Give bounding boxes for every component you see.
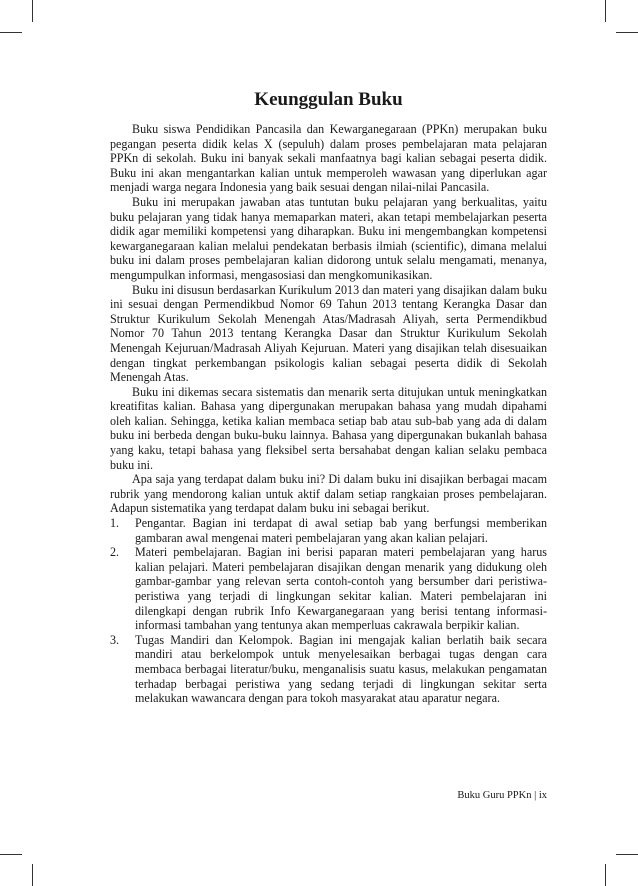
crop-mark <box>0 32 22 33</box>
list-item-text: Pengantar. Bagian ini terdapat di awal setiap bab yang berfungsi memberikan gambaran awal mengenai materi pembelajaran yang akan kalian pelajari. <box>135 516 547 545</box>
page-footer: Buku Guru PPKn | ix <box>457 790 547 801</box>
paragraph: Buku ini disusun berdasarkan Kurikulum 2013 dan materi yang disajikan dalam buku ini sesuai dengan Permendikbud Nomor 69 Tahun 2013 tentang Kerangka Dasar dan Struktur Kurikulum Sekolah Menengah Atas/Madrasah Aliyah, serta Permendikbud Nomor 70 Tahun 2013 tentang Kerangka Dasar dan Struktur Kurikulum Sekolah Menengah Kejuruan/Madrasah Aliyah Kejuruan. Materi yang disajikan telah disesuaikan dengan tingkat perkembangan psikologis kalian sebagai peserta didik di Sekolah Menengah Atas. <box>110 282 547 385</box>
crop-mark <box>32 0 33 22</box>
list-item-number: 2. <box>110 545 120 560</box>
crop-mark <box>0 854 22 855</box>
crop-mark <box>616 32 638 33</box>
crop-mark <box>605 0 606 22</box>
list-item-text: Tugas Mandiri dan Kelompok. Bagian ini mengajak kalian berlatih baik secara mandiri atau berkelompok untuk menyelesaikan berbagai tugas dengan cara membaca berbagai literatur/buku, menganalisis suatu kasus, melakukan pengamatan terhadap berbagai peristiwa yang sedang terjadi di lingkungan sekitar serta melakukan wawancara dengan para tokoh masyarakat atau aparatur negara. <box>135 632 547 706</box>
paragraph: Buku ini merupakan jawaban atas tuntutan buku pelajaran yang berkualitas, yaitu buku pelajaran yang tidak hanya memaparkan materi, akan tetapi membelajarkan peserta didik agar memiliki kompetensi yang diharapkan. Buku ini mengembangkan kompetensi kewarganegaraan kalian melalui pendekatan berbasis ilmiah (scientific), dimana melalui buku ini dalam proses pembelajaran kalian didorong untuk selalu mengamati, menanya, mengumpulkan informasi, mengasosiasi dan mengkomunikasikan. <box>110 194 547 282</box>
crop-mark <box>605 864 606 886</box>
paragraph: Buku ini dikemas secara sistematis dan menarik serta ditujukan untuk meningkatkan kreatifitas kalian. Bahasa yang dipergunakan merupakan bahasa yang mudah dipahami oleh kalian. Sehingga, ketika kalian membaca setiap bab atau sub-bab yang ada di dalam buku ini berbeda dengan buku-buku lainnya. Bahasa yang dipergunakan bukanlah bahasa yang kaku, tetapi bahasa yang fleksibel serta bersahabat dengan kalian selaku pembaca buku ini. <box>110 384 547 472</box>
list-item-text: Materi pembelajaran. Bagian ini berisi paparan materi pembelajaran yang harus kalian pelajari. Materi pembelajaran disajikan dengan menarik yang didukung oleh gambar-gambar yang relevan serta contoh-contoh yang bersumber dari peristiwa-peristiwa yang terjadi di lingkungan sekitar kalian. Materi pembelajaran ini dilengkapi dengan rubrik Info Kewarganegaraan yang berisi tentang informasi-informasi tambahan yang tentunya akan memperluas cakrawala berpikir kalian. <box>135 545 547 633</box>
crop-mark <box>32 864 33 886</box>
list-item <box>110 516 547 545</box>
list-item <box>110 545 547 633</box>
page-title: Keunggulan Buku <box>254 89 403 110</box>
list-item-number: 1. <box>110 516 120 531</box>
crop-mark <box>616 854 638 855</box>
features-list <box>110 516 547 706</box>
list-item <box>110 633 547 706</box>
list-item-number: 3. <box>110 632 120 647</box>
paragraph: Buku siswa Pendidikan Pancasila dan Kewarganegaraan (PPKn) merupakan buku pegangan peserta didik kelas X (sepuluh) dalam proses pembelajaran mata pelajaran PPKn di sekolah. Buku ini banyak sekali manfaatnya bagi kalian sebagai peserta didik. Buku ini akan mengantarkan kalian untuk memperoleh wawasan yang diperlukan agar menjadi warga negara Indonesia yang baik sesuai dengan nilai-nilai Pancasila. <box>110 122 547 195</box>
page-content <box>110 88 547 706</box>
paragraph: Apa saja yang terdapat dalam buku ini? Di dalam buku ini disajikan berbagai macam rubrik yang mendorong kalian untuk aktif dalam setiap rangkaian proses pembelajaran. Adapun sistematika yang terdapat dalam buku ini sebagai berikut. <box>110 472 547 516</box>
